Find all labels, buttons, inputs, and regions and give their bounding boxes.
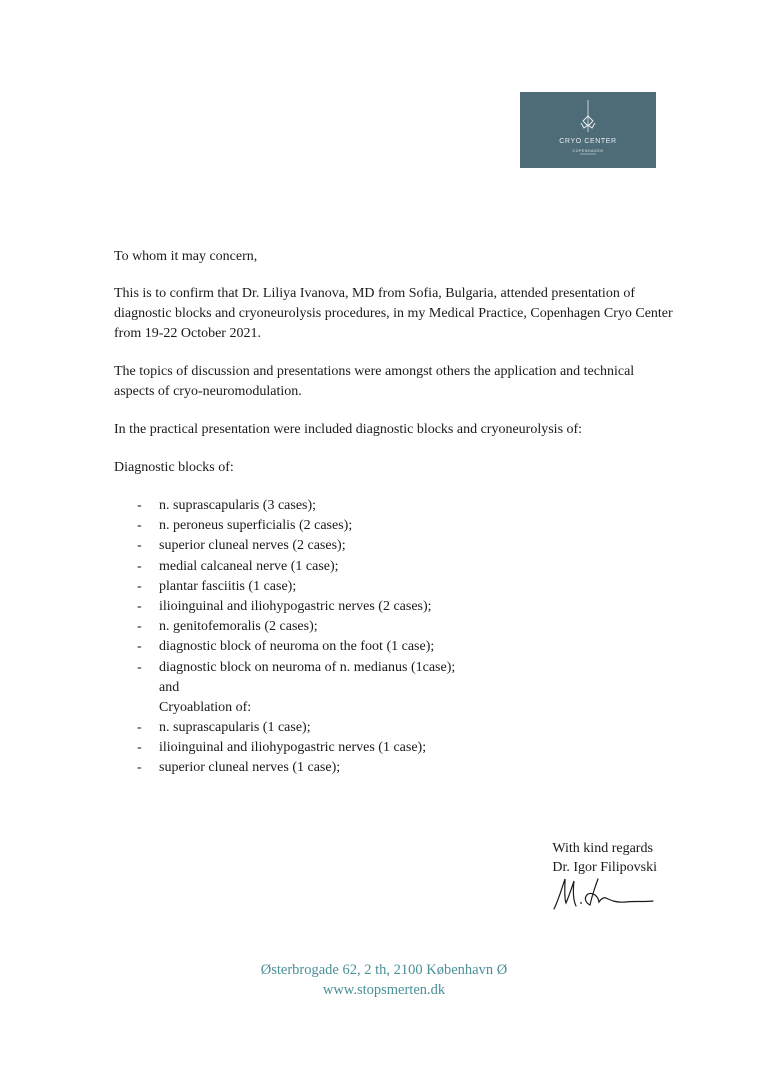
list-item-text: ilioinguinal and iliohypogastric nerves (1 case); xyxy=(159,740,427,756)
list-dash: - xyxy=(137,498,142,513)
list-item xyxy=(114,536,674,556)
confirmation-paragraph: This is to confirm that Dr. Liliya Ivanova, MD from Sofia, Bulgaria, attended presentation of diagnostic blocks and cryoneurolysis procedures, in my Medical Practice, Copenhagen Cryo Center from 19-22 October 2021. xyxy=(114,286,673,341)
list-item-text: n. genitofemoralis (2 cases); xyxy=(159,619,318,635)
list-item-text: plantar fasciitis (1 case); xyxy=(159,578,297,594)
footer xyxy=(0,960,768,1000)
list-item-text: n. peroneus superficialis (2 cases); xyxy=(159,518,353,534)
list-dash: - xyxy=(137,720,142,736)
topics-paragraph: The topics of discussion and presentations were amongst others the application and technical aspects of cryo-neuromodulation. xyxy=(114,364,635,399)
list-item xyxy=(114,516,674,536)
list-item xyxy=(114,698,674,718)
logo-sub-text: COPENHAGEN xyxy=(572,149,604,153)
footer-website: www.stopsmerten.dk xyxy=(322,982,446,998)
list-item-text: diagnostic block on neuroma of n. medianus (1case); xyxy=(159,659,456,675)
salutation: To whom it may concern, xyxy=(114,249,258,264)
list-dash: - xyxy=(137,578,142,594)
list-dash: - xyxy=(137,619,142,635)
letter-body xyxy=(114,247,674,779)
cryo-center-logo xyxy=(520,92,656,168)
list-item-text: diagnostic block of neuroma on the foot (1 case); xyxy=(159,639,435,655)
list-item xyxy=(114,557,674,577)
list-item xyxy=(114,637,674,657)
list-item xyxy=(114,758,674,778)
list-item xyxy=(114,496,674,516)
list-item xyxy=(114,577,674,597)
list-dash: - xyxy=(137,598,142,614)
list-dash: - xyxy=(137,760,142,776)
footer-address: Østerbrogade 62, 2 th, 2100 København Ø xyxy=(260,962,508,978)
list-dash: - xyxy=(137,740,142,756)
list-item xyxy=(114,617,674,637)
closing-regards: With kind regards xyxy=(552,841,653,856)
list-item-text: Cryoablation of: xyxy=(159,699,252,715)
list-heading: Diagnostic blocks of: xyxy=(114,460,234,475)
snowflake-icon xyxy=(520,92,656,168)
list-dash: - xyxy=(137,518,142,534)
closing-block xyxy=(552,839,657,877)
procedures-list xyxy=(114,496,674,779)
list-item-text: superior cluneal nerves (2 cases); xyxy=(159,538,346,554)
signatory-name: Dr. Igor Filipovski xyxy=(552,860,657,875)
logo-brand-text: CRYO CENTER xyxy=(559,138,617,145)
list-item xyxy=(114,738,674,758)
list-item-text: medial calcaneal nerve (1 case); xyxy=(159,558,339,574)
list-dash: - xyxy=(137,558,142,574)
handwritten-signature xyxy=(552,876,656,912)
list-item-text: n. suprascapularis (3 cases); xyxy=(159,498,317,513)
list-item-text: superior cluneal nerves (1 case); xyxy=(159,760,341,776)
list-item xyxy=(114,597,674,617)
list-item xyxy=(114,718,674,738)
list-item-text: ilioinguinal and iliohypogastric nerves (2 cases); xyxy=(159,598,432,614)
list-dash: - xyxy=(137,538,142,554)
list-item xyxy=(114,658,674,678)
list-item xyxy=(114,678,674,698)
list-item-text: and xyxy=(159,679,180,695)
list-dash: - xyxy=(137,639,142,655)
list-dash: - xyxy=(137,659,142,675)
list-item-text: n. suprascapularis (1 case); xyxy=(159,720,311,736)
practical-paragraph: In the practical presentation were included diagnostic blocks and cryoneurolysis of: xyxy=(114,422,583,437)
